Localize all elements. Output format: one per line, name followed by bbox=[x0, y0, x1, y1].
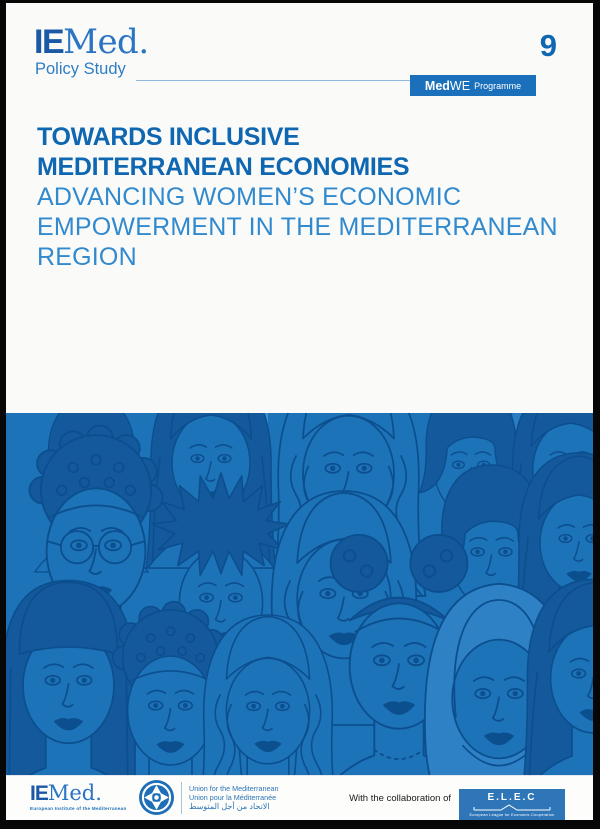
subtitle-line-2: EMPOWERMENT IN THE MEDITERRANEAN bbox=[37, 213, 558, 241]
medwe-programme-badge bbox=[410, 75, 536, 96]
elec-underline-icon bbox=[473, 804, 551, 811]
footer-ufm-logo bbox=[139, 780, 279, 815]
footer-divider bbox=[181, 782, 182, 814]
women-faces-illustration bbox=[6, 413, 593, 775]
women-faces-art bbox=[6, 413, 593, 775]
elec-acronym: E.L.E.C bbox=[487, 791, 537, 803]
title-line-2: MEDITERRANEAN ECONOMIES bbox=[37, 153, 410, 181]
footer-iemed-ie: IE bbox=[30, 782, 48, 805]
badge-med: Med bbox=[424, 78, 450, 93]
ufm-name-en: Union for the Mediterranean bbox=[189, 783, 279, 793]
footer-iemed-tagline: European Institute of the Mediterranean bbox=[30, 806, 127, 811]
subtitle-line-3: REGION bbox=[37, 243, 137, 271]
title-line-1: TOWARDS INCLUSIVE bbox=[37, 123, 300, 151]
issue-number: 9 bbox=[539, 28, 557, 63]
elec-logo bbox=[459, 789, 565, 820]
iemed-logo-ie: IE bbox=[34, 23, 64, 61]
cover-page bbox=[6, 3, 593, 820]
collaboration-label: With the collaboration of bbox=[349, 793, 451, 804]
footer-iemed-med: Med. bbox=[47, 781, 102, 805]
badge-programme: Programme bbox=[474, 80, 522, 91]
iemed-logo bbox=[34, 22, 149, 62]
footer-iemed-logo bbox=[30, 782, 127, 811]
series-label: Policy Study bbox=[35, 60, 126, 78]
elec-tagline: European League for Economic Cooperation bbox=[469, 811, 555, 817]
partners-footer bbox=[6, 775, 593, 820]
iemed-logo-med: Med. bbox=[63, 22, 149, 62]
ufm-name-ar: الاتحاد من أجل المتوسط bbox=[189, 801, 270, 811]
title-block bbox=[37, 122, 577, 272]
ufm-name-fr: Union pour la Méditerranée bbox=[189, 792, 277, 802]
subtitle-line-1: ADVANCING WOMEN’S ECONOMIC bbox=[37, 183, 462, 211]
badge-we: WE bbox=[449, 78, 471, 93]
ufm-emblem-icon bbox=[139, 780, 174, 815]
